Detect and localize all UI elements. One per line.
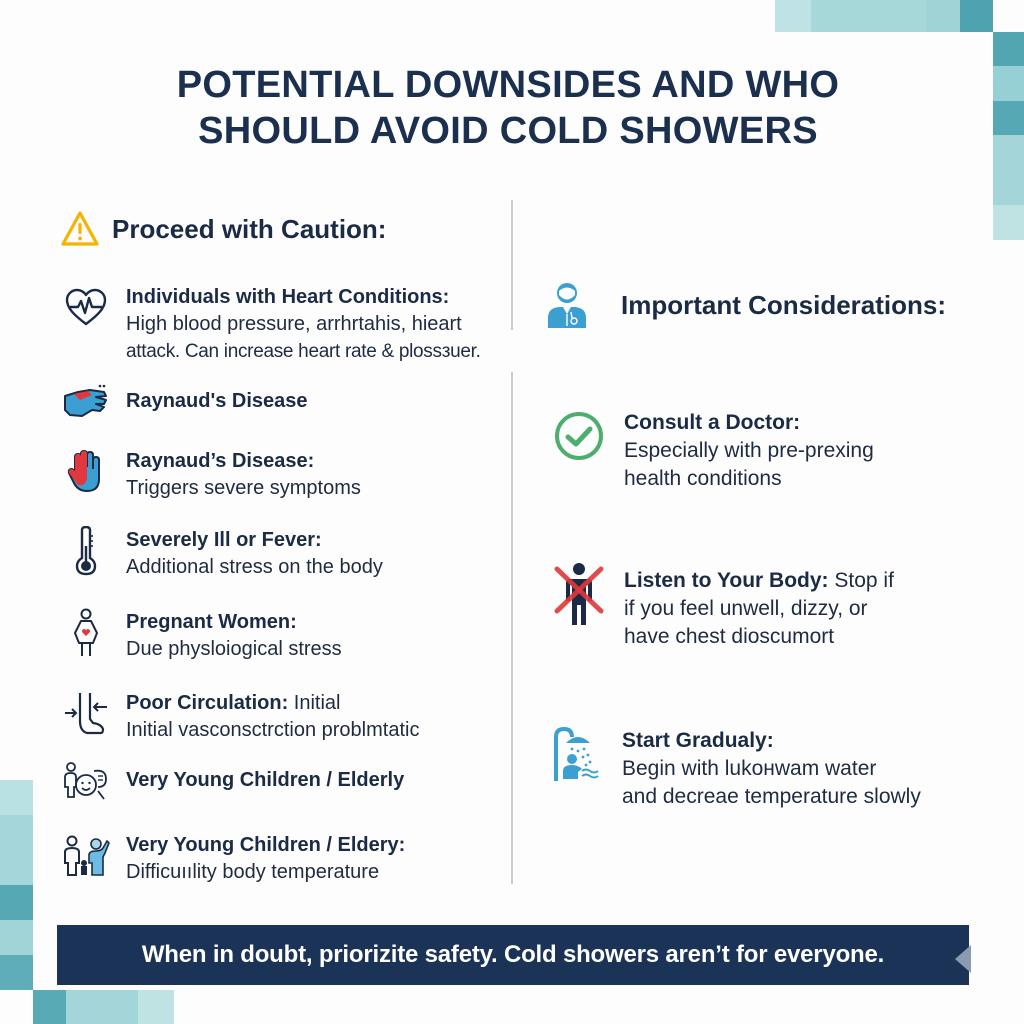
- item-desc: Due physloiogical stress: [126, 638, 342, 660]
- decor-tile: [66, 990, 138, 1024]
- item-title: Start Gradualy:: [622, 729, 774, 752]
- list-item-consult-doctor: [552, 409, 874, 493]
- list-item-fever: [62, 527, 383, 581]
- item-desc: health conditions: [624, 467, 782, 490]
- list-item-children-elderly: [62, 757, 404, 805]
- thermometer-icon: [62, 527, 110, 575]
- item-title: Severely Ill or Fever:: [126, 529, 322, 551]
- page-title: [0, 62, 1016, 154]
- red-hand-icon: [62, 448, 110, 496]
- item-desc: and decreae temperature slowly: [622, 785, 921, 808]
- item-title: Raynaud’s Disease:: [126, 450, 315, 472]
- family-faces-icon: [62, 757, 110, 805]
- decor-tile: [33, 990, 66, 1024]
- decor-tile: [811, 0, 926, 32]
- item-desc: Triggers severe symptoms: [126, 477, 361, 499]
- pregnant-woman-icon: [62, 609, 110, 657]
- banner-notch: [955, 945, 971, 973]
- list-item-heart-conditions: [62, 284, 481, 365]
- banner-text: When in doubt, priorizite safety. Cold showers aren’t for everyone.: [141, 941, 885, 968]
- item-title: Raynaud's Disease: [126, 390, 308, 412]
- list-item-start-gradually: [550, 727, 921, 811]
- item-title: Individuals with Heart Conditions:: [126, 286, 450, 308]
- considerations-header-label: Important Considerations:: [621, 289, 947, 320]
- green-check-circle-icon: [552, 409, 606, 463]
- item-title-suffix: Initial: [288, 692, 341, 714]
- decor-tile: [993, 205, 1024, 240]
- decor-tile: [0, 815, 33, 885]
- cold-hand-icon: [62, 378, 110, 426]
- item-title-suffix: Stop if: [828, 569, 894, 592]
- list-item-raynauds-detail: [62, 448, 361, 502]
- item-title: Poor Circulation:: [126, 692, 289, 714]
- item-title: Pregnant Women:: [126, 611, 297, 633]
- decor-tile: [0, 780, 33, 815]
- item-title: Very Young Children / Elderly: [126, 769, 405, 791]
- item-desc: Begin with lukoнwam water: [622, 757, 877, 780]
- list-item-listen-body: [552, 567, 894, 651]
- adult-child-icon: [62, 832, 110, 880]
- decor-tile: [0, 885, 33, 920]
- leg-circulation-icon: [62, 690, 110, 738]
- item-desc: Difficuıılity body temperature: [126, 861, 380, 883]
- list-item-raynauds: [62, 378, 308, 426]
- title-line-2: SHOULD AVOID COLD SHOWERS: [198, 110, 818, 152]
- item-desc: Initial vasconsctrction problmtatic: [126, 719, 420, 741]
- warning-triangle-icon: [60, 210, 100, 248]
- decor-tile: [926, 0, 960, 32]
- heart-pulse-icon: [62, 284, 110, 332]
- shower-icon: [550, 727, 604, 781]
- item-desc: Especially with pre-prexing: [624, 439, 874, 462]
- item-desc: attack. Can increase heart rate & plossзuer.: [126, 341, 481, 362]
- doctor-icon: [545, 280, 589, 330]
- decor-tile: [138, 990, 174, 1024]
- decor-tile: [960, 0, 993, 32]
- item-desc: High blood pressure, arrhrtahis, hieart: [126, 313, 462, 335]
- decor-tile: [993, 32, 1024, 66]
- column-divider: [511, 200, 513, 330]
- decor-tile: [775, 0, 811, 32]
- decor-tile: [0, 920, 33, 955]
- safety-banner: [57, 925, 969, 985]
- item-desc: Additional stress on the body: [126, 556, 383, 578]
- decor-tile: [0, 955, 33, 990]
- item-title: Listen to Your Body:: [624, 569, 829, 592]
- caution-header-label: Proceed with Caution:: [112, 213, 387, 244]
- person-crossed-icon: [552, 567, 606, 621]
- list-item-poor-circulation: [62, 690, 419, 744]
- list-item-children-elderly-detail: [62, 832, 405, 886]
- list-item-pregnant: [62, 609, 342, 663]
- item-desc: if you feel unwell, dizzy, or: [624, 597, 868, 620]
- item-title: Very Young Children / Eldery:: [126, 834, 406, 856]
- column-divider: [511, 372, 513, 884]
- item-title: Consult a Doctor:: [624, 411, 801, 434]
- title-line-1: POTENTIAL DOWNSIDES AND WHO: [176, 64, 840, 106]
- caution-header: [60, 210, 386, 248]
- considerations-header: [545, 280, 946, 330]
- item-desc: have chest dioscumort: [624, 625, 835, 648]
